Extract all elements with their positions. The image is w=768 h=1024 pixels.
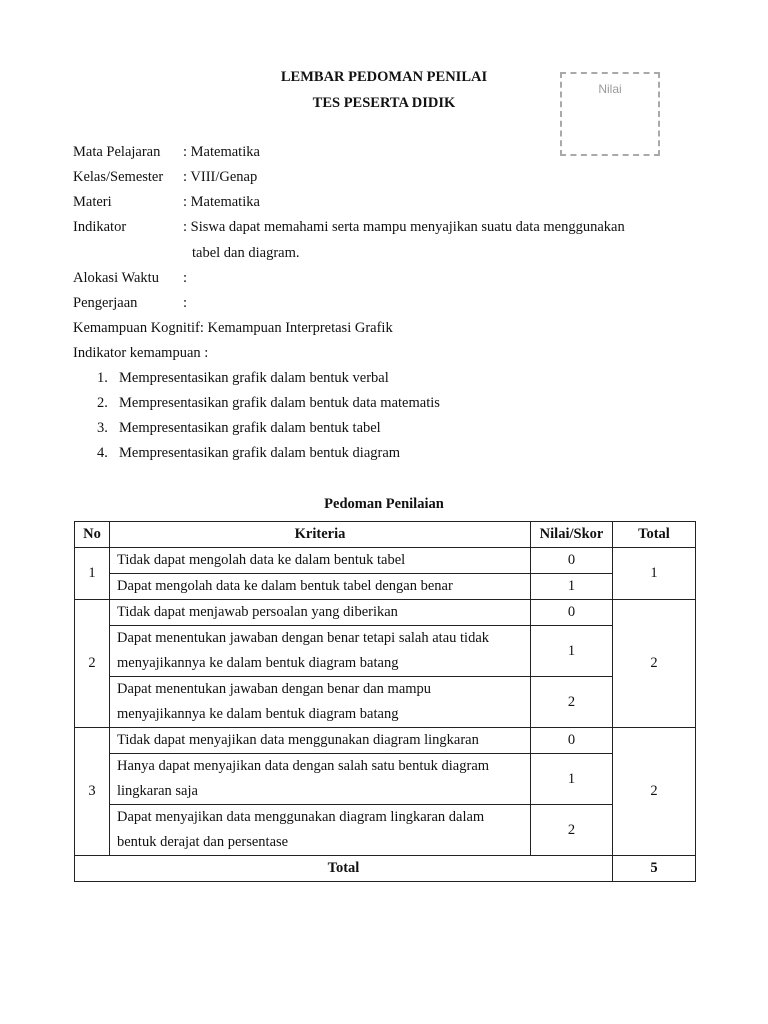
list-item: Mempresentasikan grafik dalam bentuk diagram — [119, 445, 401, 461]
row-number: 3 — [75, 728, 110, 856]
indikator-value-line1: : Siswa dapat memahami serta mampu menyajikan suatu data menggunakan — [183, 219, 625, 235]
indikator-kemampuan-label: Indikator kemampuan : — [73, 345, 209, 361]
table-caption: Pedoman Penilaian — [324, 496, 444, 512]
kriteria-cell: Tidak dapat menjawab persoalan yang diberikan — [110, 600, 531, 626]
table-row — [75, 805, 696, 856]
indikator-label: Indikator — [73, 219, 127, 235]
kriteria-line: lingkaran saja — [117, 783, 198, 799]
pedoman-penilaian-table — [74, 521, 696, 882]
kriteria-cell — [110, 754, 531, 805]
total-label: Total — [75, 856, 613, 882]
list-item: Mempresentasikan grafik dalam bentuk data matematis — [119, 395, 440, 411]
nilai-cell: 0 — [531, 548, 613, 574]
materi-value: : Matematika — [183, 194, 260, 210]
list-item-number: 3. — [97, 420, 108, 436]
mata-pelajaran-value: : Matematika — [183, 144, 260, 160]
list-item: Mempresentasikan grafik dalam bentuk tabel — [119, 420, 381, 436]
kriteria-cell — [110, 677, 531, 728]
nilai-cell: 0 — [531, 728, 613, 754]
materi-label: Materi — [73, 194, 112, 210]
kriteria-line: Hanya dapat menyajikan data dengan salah satu bentuk diagram — [117, 758, 490, 774]
kriteria-cell — [110, 626, 531, 677]
total-cell: 1 — [613, 548, 696, 600]
document-title-line1: LEMBAR PEDOMAN PENILAI — [280, 69, 488, 85]
kriteria-line: Dapat menyajikan data menggunakan diagram lingkaran dalam — [117, 809, 485, 825]
table-row — [75, 677, 696, 728]
header-total: Total — [613, 522, 696, 548]
kriteria-cell: Dapat mengolah data ke dalam bentuk tabel dengan benar — [110, 574, 531, 600]
table-row — [75, 600, 696, 626]
nilai-cell: 1 — [531, 626, 613, 677]
nilai-cell: 2 — [531, 677, 613, 728]
kriteria-line: Dapat menentukan jawaban dengan benar tetapi salah atau tidak — [117, 630, 490, 646]
nilai-cell: 0 — [531, 600, 613, 626]
kemampuan-kognitif: Kemampuan Kognitif: Kemampuan Interpretasi Grafik — [73, 320, 393, 336]
row-number: 2 — [75, 600, 110, 728]
header-nilai-skor: Nilai/Skor — [531, 522, 613, 548]
pengerjaan-label: Pengerjaan — [73, 295, 138, 311]
kriteria-line: menyajikannya ke dalam bentuk diagram batang — [117, 706, 399, 722]
kriteria-cell: Tidak dapat menyajikan data menggunakan diagram lingkaran — [110, 728, 531, 754]
table-footer-row — [75, 856, 696, 882]
kelas-value: : VIII/Genap — [183, 169, 258, 185]
document-title-line2: TES PESERTA DIDIK — [312, 95, 456, 111]
pengerjaan-value: : — [183, 295, 188, 311]
list-item-number: 2. — [97, 395, 108, 411]
header-no: No — [75, 522, 110, 548]
kriteria-cell: Tidak dapat mengolah data ke dalam bentuk tabel — [110, 548, 531, 574]
table-row — [75, 574, 696, 600]
total-cell: 2 — [613, 728, 696, 856]
table-row — [75, 626, 696, 677]
table-row — [75, 754, 696, 805]
kriteria-line: bentuk derajat dan persentase — [117, 834, 289, 850]
nilai-cell: 2 — [531, 805, 613, 856]
kelas-label: Kelas/Semester — [73, 169, 164, 185]
list-item: Mempresentasikan grafik dalam bentuk verbal — [119, 370, 389, 386]
total-cell: 2 — [613, 600, 696, 728]
table-row — [75, 548, 696, 574]
header-kriteria: Kriteria — [110, 522, 531, 548]
nilai-cell: 1 — [531, 754, 613, 805]
nilai-box — [560, 72, 660, 156]
nilai-label: Nilai — [598, 82, 622, 96]
alokasi-waktu-value: : — [183, 270, 188, 286]
alokasi-waktu-label: Alokasi Waktu — [73, 270, 159, 286]
list-item-number: 1. — [97, 370, 108, 386]
kriteria-cell — [110, 805, 531, 856]
indikator-value-line2: tabel dan diagram. — [192, 245, 300, 261]
row-number: 1 — [75, 548, 110, 600]
list-item-number: 4. — [97, 445, 108, 461]
nilai-cell: 1 — [531, 574, 613, 600]
kriteria-line: Dapat menentukan jawaban dengan benar dan mampu — [117, 681, 432, 697]
kriteria-line: menyajikannya ke dalam bentuk diagram batang — [117, 655, 399, 671]
mata-pelajaran-label: Mata Pelajaran — [73, 144, 161, 160]
grand-total-value: 5 — [613, 856, 696, 882]
table-row — [75, 728, 696, 754]
